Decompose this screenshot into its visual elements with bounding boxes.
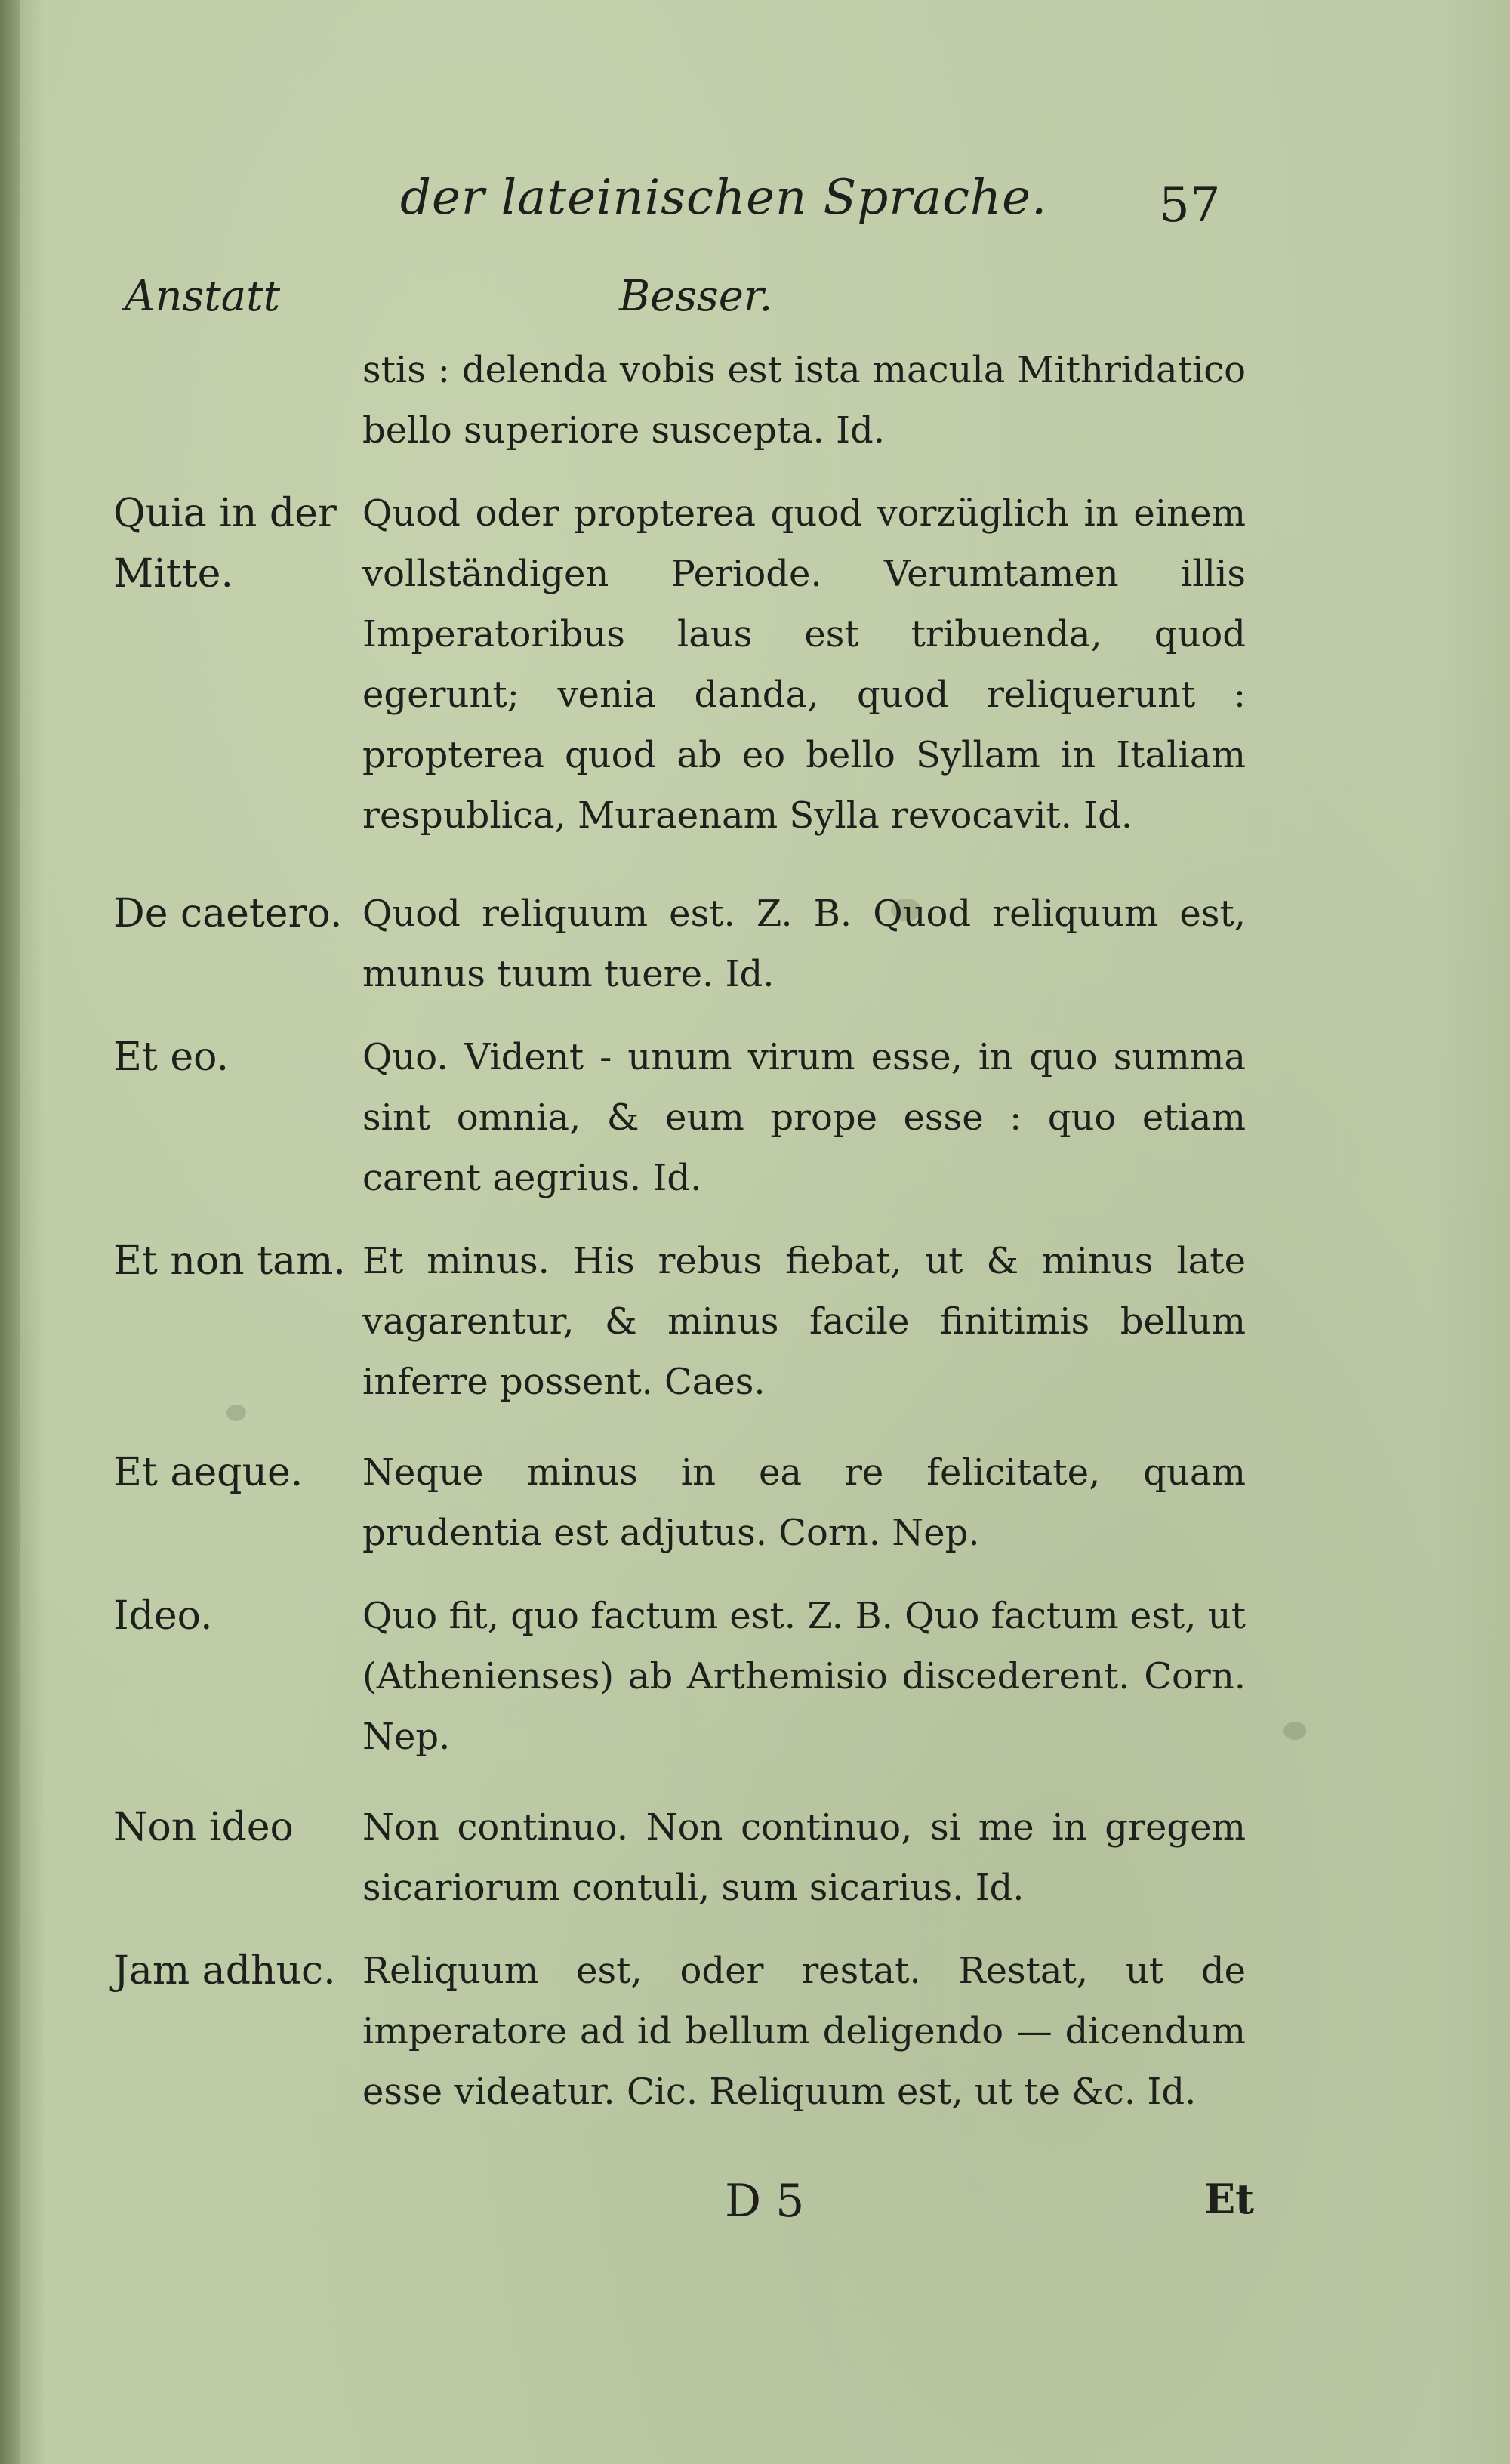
column-heading-better: Besser. [619, 272, 773, 321]
entry-term: Et eo. [113, 1035, 230, 1080]
column-heading-instead: Anstatt [125, 272, 281, 321]
entry-term: De caetero. [113, 891, 343, 936]
entry-body: Quod reliquum est. Z. B. Quod reliquum est, munus tuum tuere. Id. [362, 893, 1246, 995]
page-footer [0, 2175, 1510, 2243]
paper-stain [1284, 1722, 1306, 1740]
entry-term: Et aeque. [113, 1450, 304, 1495]
entry-body: Quod oder propterea quod vorzüglich in einem vollständigen Periode. Verumtamen illis Imperatoribus laus est tribuenda, quod egerunt; venia danda, quod reliquerunt : propterea quod ab eo bello Syllam in Italiam respublica, Muraenam Sylla revocavit. Id. [362, 492, 1246, 837]
page-number: 57 [1159, 177, 1221, 233]
page-spine-edge [0, 0, 20, 2464]
entry-body: Non continuo. Non continuo, si me in gregem sicariorum contuli, sum sicarius. Id. [362, 1806, 1246, 1909]
entry-term: Et non tam. [113, 1238, 346, 1284]
page-header [0, 162, 1510, 233]
entry-body: Neque minus in ea re felicitate, quam prudentia est adjutus. Corn. Nep. [362, 1451, 1246, 1554]
entry-term: Non ideo [113, 1805, 294, 1850]
entry-body: stis : delenda vobis est ista macula Mithridatico bello superiore suscepta. Id. [362, 349, 1246, 452]
signature-mark: D 5 [725, 2175, 805, 2228]
catchword: Et [1204, 2175, 1255, 2223]
entry-body: Quo. Vident - unum virum esse, in quo summa sint omnia, & eum prope esse : quo etiam carent aegrius. Id. [362, 1036, 1246, 1199]
running-title: der lateinischen Sprache. [400, 170, 1048, 226]
column-headings [0, 272, 1510, 332]
entry-term: Quia in der Mitte. [113, 491, 337, 597]
entry-body: Reliquum est, oder restat. Restat, ut de imperatore ad id bellum deligendo — dicendum esse videatur. Cic. Reliquum est, ut te &c. Id. [362, 1950, 1246, 2113]
paper-stain [226, 1405, 246, 1421]
entry-body: Et minus. His rebus fiebat, ut & minus late vagarentur, & minus facile finitimis bellum inferre possent. Caes. [362, 1240, 1246, 1403]
entry-term: Jam adhuc. [113, 1948, 336, 1994]
entry-term: Ideo. [113, 1593, 213, 1639]
entry-body: Quo fit, quo factum est. Z. B. Quo factum est, ut (Athenienses) ab Arthemisio discederent. Corn. Nep. [362, 1595, 1246, 1758]
